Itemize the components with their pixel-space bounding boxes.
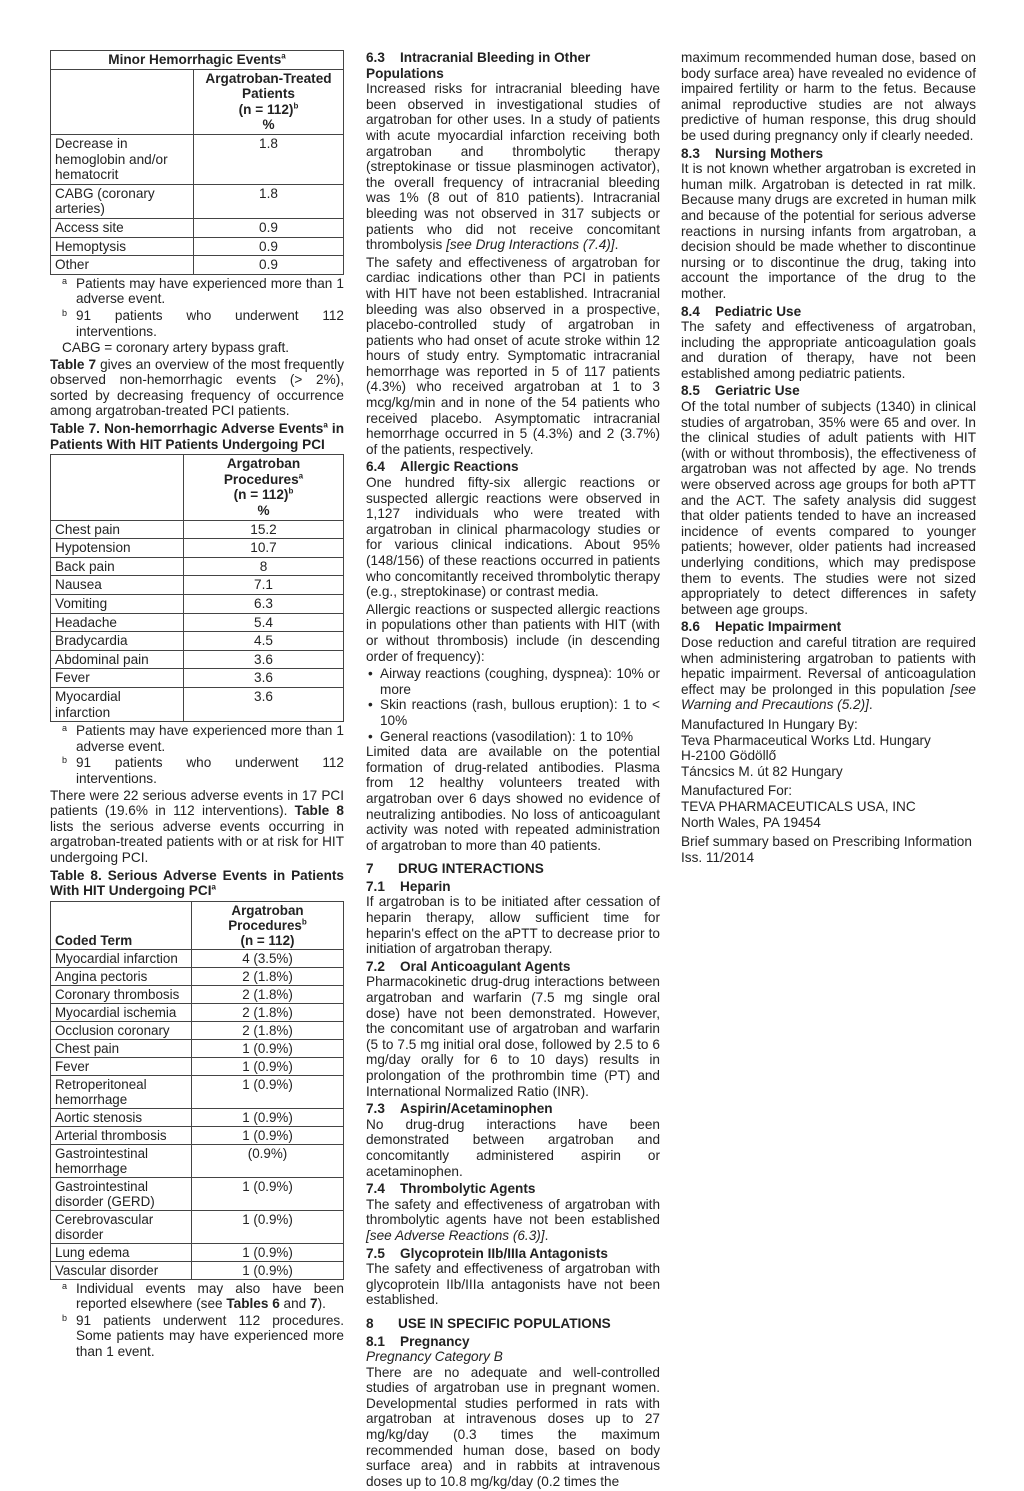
table-row: Retroperitoneal hemorrhage 1 (0.9%) <box>51 1075 344 1108</box>
section-7-4-para: The safety and effectiveness of argatroban with thrombolytic agents have not been established [see Adverse Reactions (6.3)]. <box>366 1196 660 1243</box>
section-6-4-para-3: Limited data are available on the potential formation of drug-related antibodies. Plasma from 12 healthy volunteers treated with argatroban over 6 days showed no evidence of neutralizing antibodies. No loss of anticoagulant activity was noted with repeated administration of argatroban to more than 40 patients. <box>366 744 660 853</box>
table-row: Myocardial ischemia 2 (1.8%) <box>51 1003 344 1021</box>
table-row: Lung edema 1 (0.9%) <box>51 1243 344 1261</box>
section-8-4-para: The safety and effectiveness of argatroban, including the appropriate anticoagulation goals and duration of therapy, have not been established among pediatric patients. <box>681 319 976 381</box>
brief-summary-block: Brief summary based on Prescribing Information Iss. 11/2014 <box>681 834 972 865</box>
table-7-col-head: Argatroban Procedures$^a$ (n = 112)$^b$ % <box>184 455 344 520</box>
table-row: Vomiting 6.3 <box>51 595 344 614</box>
table-row: Aortic stenosis 1 (0.9%) <box>51 1108 344 1126</box>
table-8-footnote-b: b 91 patients underwent 112 procedures. Some patients may have experienced more than 1 event. <box>62 1312 344 1360</box>
section-8-1-para-col2: There are no adequate and well-controlled studies of argatroban use in pregnant women. Developmental studies performed in rats with argatroban at intravenous doses up to 27 mg/kg/day (0.3 times the maximum recommended human dose, based on body surface area) and in rabbits at intravenous doses up to 10.8 mg/kg/day (0.2 times the <box>366 1364 660 1489</box>
table-6-footnote-b: b 91 patients who underwent 112 interventions. <box>62 307 344 339</box>
section-8-1-heading: 8.1 Pregnancy <box>366 1333 470 1349</box>
section-7-5-para: The safety and effectiveness of argatroban with glycoprotein IIb/IIIa antagonists have not been established. <box>366 1261 660 1308</box>
table-row: Bradycardia 4.5 <box>51 632 344 651</box>
section-8-5-para: Of the total number of subjects (1340) in clinical studies of argatroban, 35% were 65 and over. In the clinical studies of adult patients with HIT (with or without thrombosis), the effectiveness of argatroban was not affected by age. No trends were observed across age groups for both aPTT and the ACT. The safety analysis did suggest that older patients tended to have an increased incidence of events compared to younger patients; however, older patients had increased underlying conditions, which may predispose them to events. The studies were not sized appropriately to detect differences in safety between age groups. <box>681 399 976 617</box>
table-row: Headache 5.4 <box>51 613 344 632</box>
section-8-6-para: Dose reduction and careful titration are required when administering argatroban to patients with hepatic impairment. Reversal of anticoagulation effect may be prolonged in this population [see Warning and Precautions (5.2)]. <box>681 634 976 713</box>
table-6-title: Minor Hemorrhagic Events$^a$ <box>51 51 344 70</box>
table-6-empty-head <box>51 69 194 134</box>
section-7-5-heading: 7.5 Glycoprotein IIb/IIIa Antagonists <box>366 1245 608 1261</box>
table-row: Myocardial infarction 4 (3.5%) <box>51 949 344 967</box>
list-item: • Airway reactions (coughing, dyspnea): 10% or more <box>366 666 660 697</box>
table-row: Chest pain 1 (0.9%) <box>51 1039 344 1057</box>
table-8-procedures-head: Argatroban Procedures$^b$ (n = 112) <box>192 901 344 949</box>
table-row: Vascular disorder 1 (0.9%) <box>51 1261 344 1279</box>
section-7-2-para: Pharmacokinetic drug-drug interactions between argatroban and warfarin (7.5 mg single oral dose) have not been demonstrated. However, the concomitant use of argatroban and warfarin (5 to 7.5 mg initial oral dose, followed by 2.5 to 6 mg/day orally for 6 to 10 days) results in prolongation of the prothrombin time (PT) and International Normalized Ratio (INR). <box>366 974 660 1099</box>
section-6-3-heading: 6.3 Intracranial Bleeding in Other Populations <box>366 50 591 81</box>
table-7-intro: Table 7 gives an overview of the most frequently observed non-hemorrhagic events (> 2%), sorted by decreasing frequency of occurrence among argatroban-treated PCI patients. <box>50 356 344 419</box>
table-row: CABG (coronary arteries) 1.8 <box>51 184 344 218</box>
section-6-3-para-2: The safety and effectiveness of argatroban for cardiac indications other than PCI in patients with HIT have not been established. Intracranial bleeding was also observed in a prospective, placebo-controlled study of argatroban in patients who had onset of acute stroke within 12 hours of study entry. Symptomatic intracranial hemorrhage was reported in 5 of 117 patients (4.3%) who received argatroban at 1 to 3 mcg/kg/min and in none of the 54 patients who received placebo. Asymptomatic intracranial hemorrhage occurred in 5 (4.3%) and 2 (3.7%) of the patients, respectively. <box>366 254 660 457</box>
table-6-footnote-c: CABG = coronary artery bypass graft. <box>62 340 290 356</box>
table-8-footnote-a: a Individual events may also have been reported elsewhere (see Tables 6 and 7). <box>62 1280 344 1312</box>
table-row: Myocardial infarction 3.6 <box>51 687 344 721</box>
table-8-intro: There were 22 serious adverse events in 17 PCI patients (19.6% in 112 interventions). Table 8 lists the serious adverse events occurring in argatroban-treated patients with or at risk for HIT undergoing PCI. <box>50 787 344 865</box>
section-8-3-para: It is not known whether argatroban is excreted in human milk. Argatroban is detected in rat milk. Because many drugs are excreted in human milk and because of the potential for serious adverse reactions in nursing infants from argatroban, a decision should be made whether to discontinue nursing or to discontinue the drug, taking into account the importance of the drug to the mother. <box>681 161 976 301</box>
table-7-footnote-b: b 91 patients who underwent 112 interventions. <box>62 755 344 786</box>
list-item: • General reactions (vasodilation): 1 to 10% <box>366 729 660 745</box>
table-row: Decrease in hemoglobin and/or hematocrit 1.8 <box>51 134 344 184</box>
table-7-caption: Table 7. Non-hemorrhagic Adverse Events$^a$ in Patients With HIT Patients Undergoing PCI <box>50 420 344 452</box>
table-row: Other 0.9 <box>51 256 344 275</box>
section-8-3-heading: 8.3 Nursing Mothers <box>681 145 823 161</box>
table-row: Cerebrovascular disorder 1 (0.9%) <box>51 1210 344 1243</box>
section-6-4-para-1: One hundred fifty-six allergic reactions or suspected allergic reactions were observed in 1,127 individuals who were treated with argatroban in clinical pharmacology studies or for various clinical indications. About 95% (148/156) of these reactions occurred in patients who concomitantly received thrombolytic therapy (e.g., streptokinase) or contrast media. <box>366 475 660 600</box>
table-row: Fever 1 (0.9%) <box>51 1057 344 1075</box>
section-7-1-para: If argatroban is to be initiated after cessation of heparin therapy, allow sufficient time for heparin's effect on the aPTT to decrease prior to initiation of argatroban therapy. <box>366 894 660 957</box>
table-6-col-head: Argatroban-Treated Patients (n = 112)$^b$ % <box>194 69 344 134</box>
table-row: Chest pain 15.2 <box>51 520 344 539</box>
table-row: Nausea 7.1 <box>51 576 344 595</box>
section-7-3-heading: 7.3 Aspirin/Acetaminophen <box>366 1101 553 1117</box>
pregnancy-category: Pregnancy Category B <box>366 1349 503 1365</box>
section-8-6-heading: 8.6 Hepatic Impairment <box>681 619 842 635</box>
manufactured-by-block: Manufactured In Hungary By: Teva Pharmaceutical Works Ltd. Hungary H-2100 Gödöllő Táncsics M. út 82 Hungary <box>681 716 931 779</box>
list-item: • Skin reactions (rash, bullous eruption): 1 to < 10% <box>366 697 660 728</box>
column-1 <box>50 50 344 1361</box>
section-7-1-heading: 7.1 Heparin <box>366 878 451 894</box>
table-row: Abdominal pain 3.6 <box>51 650 344 669</box>
table-row: Back pain 8 <box>51 557 344 576</box>
table-8-coded-term-head: Coded Term <box>51 901 192 949</box>
table-row: Coronary thrombosis 2 (1.8%) <box>51 985 344 1003</box>
table-row: Gastrointestinal disorder (GERD) 1 (0.9%) <box>51 1177 344 1210</box>
table-row: Arterial thrombosis 1 (0.9%) <box>51 1126 344 1144</box>
section-7-heading: 7 DRUG INTERACTIONS <box>366 861 544 877</box>
table-row: Hemoptysis 0.9 <box>51 237 344 256</box>
table-row: Fever 3.6 <box>51 669 344 688</box>
table-7-non-hemorrhagic-events <box>50 454 344 722</box>
table-row: Angina pectoris 2 (1.8%) <box>51 967 344 985</box>
allergic-reactions-list <box>366 666 660 744</box>
table-row: Gastrointestinal hemorrhage (0.9%) <box>51 1144 344 1177</box>
table-7-footnote-a: a Patients may have experienced more than 1 adverse event. <box>62 723 344 754</box>
table-6-footnote-a: a Patients may have experienced more than 1 adverse event. <box>62 275 344 307</box>
table-7-empty-head <box>51 455 184 520</box>
column-3 <box>681 50 976 865</box>
table-6-minor-hemorrhagic-events <box>50 50 344 275</box>
table-row: Access site 0.9 <box>51 218 344 237</box>
section-6-4-para-2: Allergic reactions or suspected allergic reactions in populations other than patients with HIT (with or without thrombosis) include (in descending order of frequency): <box>366 601 660 664</box>
section-8-5-heading: 8.5 Geriatric Use <box>681 383 800 399</box>
section-7-4-heading: 7.4 Thrombolytic Agents <box>366 1181 536 1197</box>
table-row: Occlusion coronary 2 (1.8%) <box>51 1021 344 1039</box>
section-6-3-para-1: Increased risks for intracranial bleeding have been observed in investigational studies of argatroban for other uses. In a study of patients with acute myocardial infarction receiving both argatroban and thrombolytic therapy (streptokinase or tissue plasminogen activator), the overall frequency of intracranial bleeding was 1% (8 out of 810 patients). Intracranial bleeding was not observed in 317 subjects or patients who did not receive concomitant thrombolysis [see Drug Interactions (7.4)]. <box>366 81 660 253</box>
section-7-2-heading: 7.2 Oral Anticoagulant Agents <box>366 958 571 974</box>
section-8-1-para-col3: maximum recommended human dose, based on body surface area) have revealed no evidence of impaired fertility or harm to the fetus. Because animal reproductive studies are not always predictive of human response, this drug should be used during pregnancy only if clearly needed. <box>681 50 976 143</box>
section-8-heading: 8 USE IN SPECIFIC POPULATIONS <box>366 1315 611 1331</box>
section-6-4-heading: 6.4 Allergic Reactions <box>366 459 519 475</box>
column-2 <box>366 50 660 1491</box>
table-8-caption: Table 8. Serious Adverse Events in Patients With HIT Undergoing PCI$^a$ <box>50 867 344 899</box>
section-7-3-para: No drug-drug interactions have been demonstrated between argatroban and concomitantly administered aspirin or acetaminophen. <box>366 1116 660 1179</box>
section-8-4-heading: 8.4 Pediatric Use <box>681 303 802 319</box>
table-row: Hypotension 10.7 <box>51 539 344 558</box>
manufactured-for-block: Manufactured For: TEVA PHARMACEUTICALS USA, INC North Wales, PA 19454 <box>681 783 916 830</box>
table-8-serious-adverse-events <box>50 901 344 1280</box>
